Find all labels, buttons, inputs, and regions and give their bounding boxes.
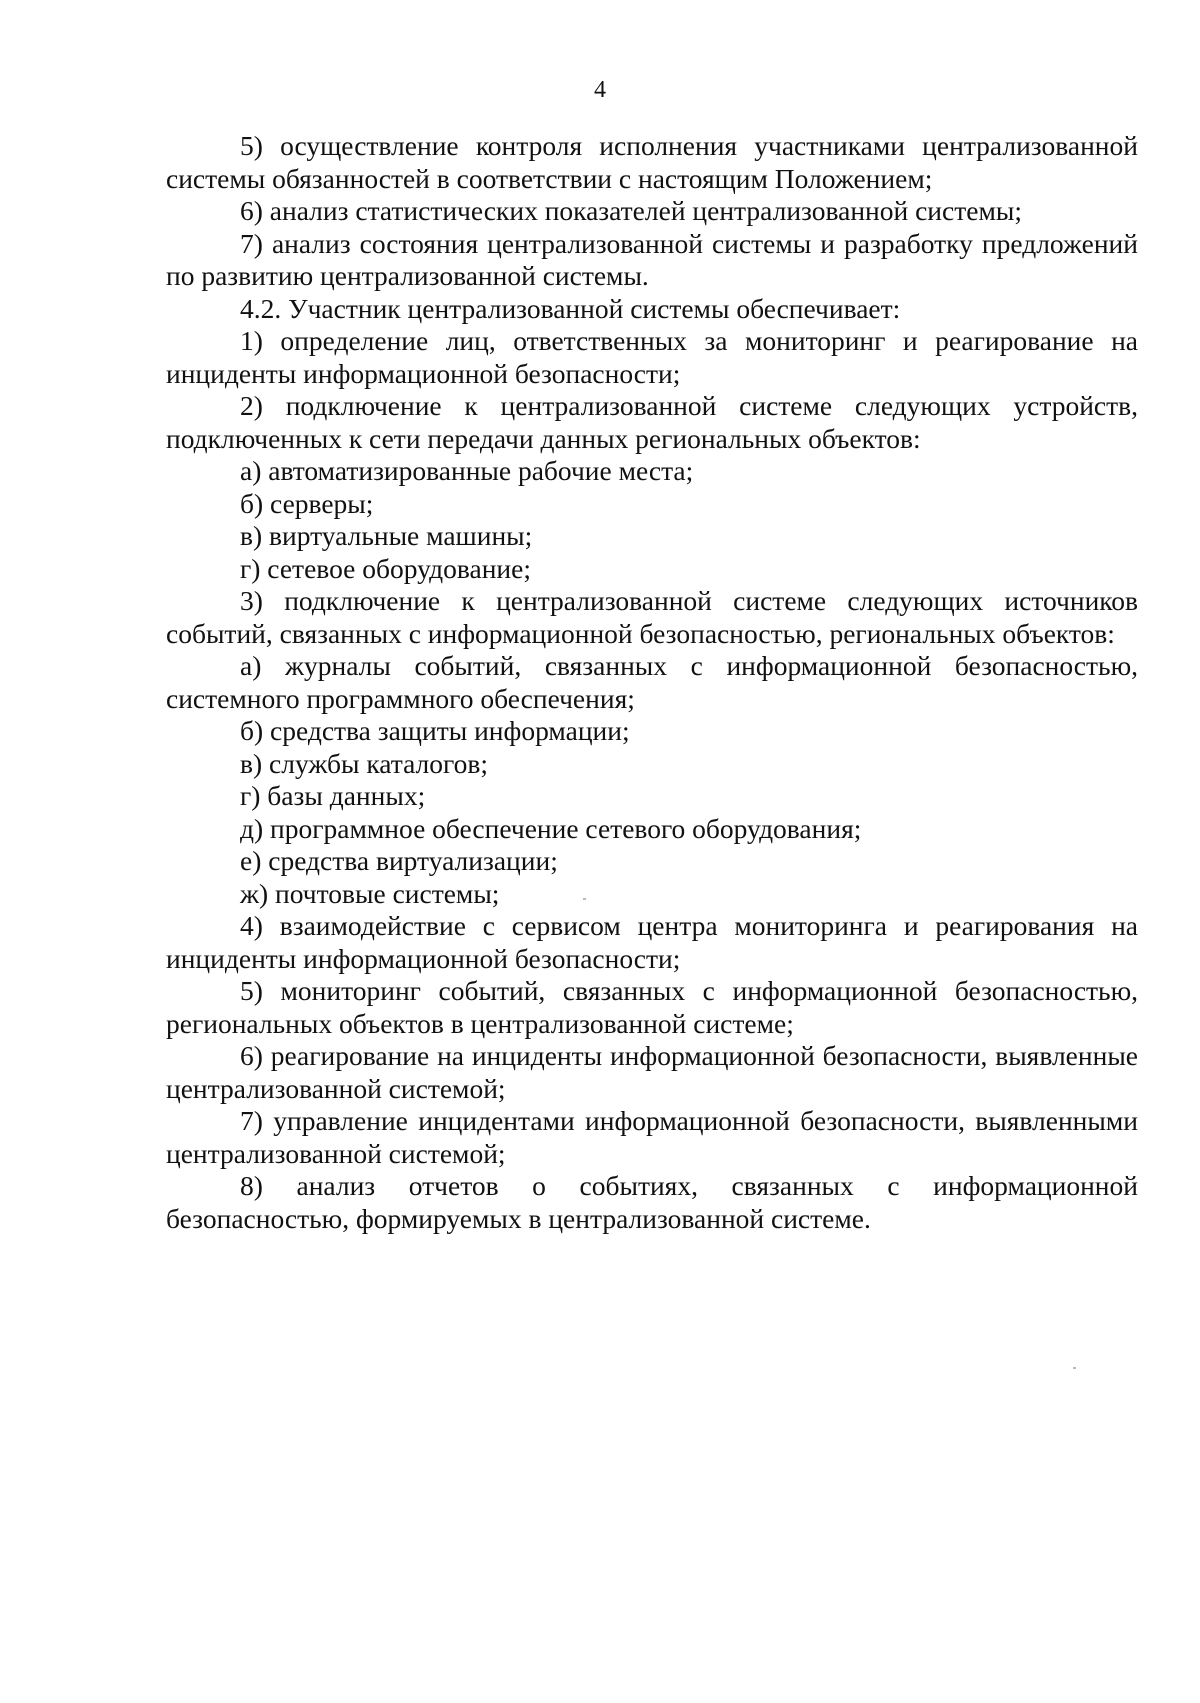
- sub-item: ж) почтовые системы;: [240, 877, 500, 909]
- document-body: [166, 130, 1138, 1235]
- sub-item: г) сетевое оборудование;: [240, 552, 531, 584]
- paragraph: 2) подключение к централизованной системе следующих устройств, подключенных к сети передачи данных региональных объектов:: [166, 390, 1138, 454]
- sub-item: в) виртуальные машины;: [240, 520, 533, 551]
- sub-item: г) базы данных;: [240, 780, 426, 811]
- sub-item: в) службы каталогов;: [240, 747, 488, 779]
- section-heading: 4.2. Участник централизованной системы обеспечивает:: [240, 292, 901, 324]
- sub-item: а) журналы событий, связанных с информационной безопасностью, системного программного обеспечения;: [166, 650, 1138, 714]
- paragraph: 5) мониторинг событий, связанных с информационной безопасностью, региональных объектов в централизованной системе;: [166, 975, 1138, 1039]
- sub-item: е) средства виртуализации;: [240, 845, 558, 876]
- paragraph: 3) подключение к централизованной системе следующих источников событий, связанных с информационной безопасностью, региональных объектов:: [166, 585, 1138, 649]
- paragraph: 5) осуществление контроля исполнения участниками централизованной системы обязанностей в соответствии с настоящим Положением;: [166, 130, 1138, 194]
- paragraph: 7) анализ состояния централизованной системы и разработку предложений по развитию централизованной системы.: [166, 227, 1138, 291]
- page-number: 4: [594, 77, 606, 103]
- paragraph: 6) анализ статистических показателей централизованной системы;: [240, 195, 1022, 226]
- sub-item: д) программное обеспечение сетевого оборудования;: [240, 812, 862, 844]
- paragraph: 7) управление инцидентами информационной безопасности, выявленными централизованной системой;: [166, 1105, 1138, 1169]
- paragraph: 4) взаимодействие с сервисом центра мониторинга и реагирования на инциденты информационной безопасности;: [166, 910, 1138, 974]
- sub-item: б) серверы;: [240, 487, 374, 519]
- paragraph: 8) анализ отчетов о событиях, связанных с информационной безопасностью, формируемых в централизованной системе.: [166, 1170, 1138, 1234]
- sub-item: б) средства защиты информации;: [240, 715, 630, 746]
- scan-speck: [1073, 1367, 1076, 1369]
- paragraph: 1) определение лиц, ответственных за мониторинг и реагирование на инциденты информационной безопасности;: [166, 325, 1138, 389]
- paragraph: 6) реагирование на инциденты информационной безопасности, выявленные централизованной системой;: [166, 1040, 1138, 1104]
- sub-item: а) автоматизированные рабочие места;: [240, 455, 694, 486]
- scan-speck: [583, 898, 586, 900]
